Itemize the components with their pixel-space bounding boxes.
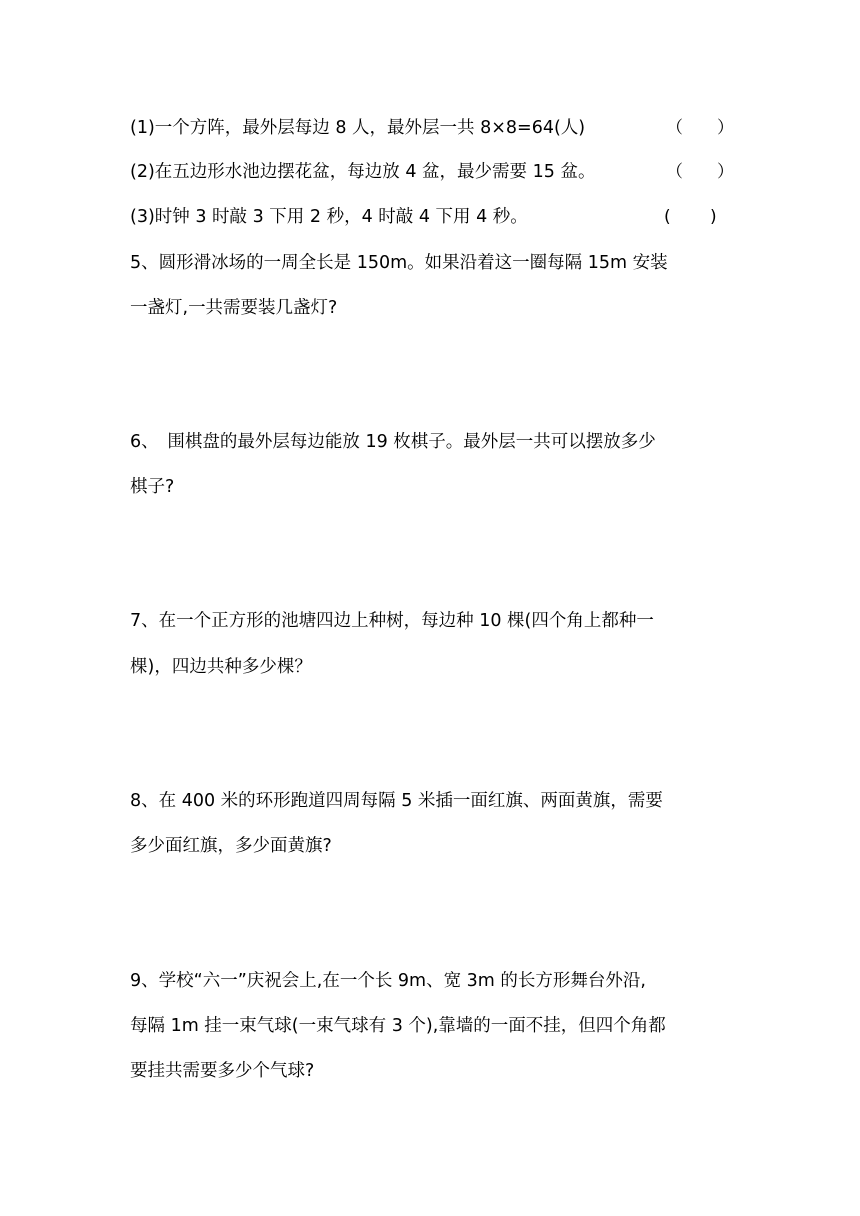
- problem-9-line-3: 要挂共需要多少个气球?: [130, 1061, 315, 1081]
- problem-5-line-2: 一盏灯,一共需要装几盏灯?: [130, 298, 338, 318]
- judgment-text-2: (2)在五边形水池边摆花盆，每边放 4 盆，最少需要 15 盆。: [130, 162, 596, 182]
- problem-7-line-1: 7、在一个正方形的池塘四边上种树，每边种 10 棵(四个角上都种一: [130, 611, 654, 631]
- problem-6: [130, 430, 730, 499]
- problem-8: [130, 789, 730, 858]
- answer-paren-1: （ ）: [666, 118, 734, 138]
- problem-8-line-2: 多少面红旗，多少面黄旗?: [130, 836, 332, 856]
- problem-5: [130, 251, 730, 320]
- problem-6-line-2: 棋子?: [130, 477, 175, 497]
- problem-7-line-2: 棵)，四边共种多少棵？: [130, 657, 312, 677]
- judgment-text-3: (3)时钟 3 时敲 3 下用 2 秒，4 时敲 4 下用 4 秒。: [130, 207, 528, 227]
- problem-5-line-1: 5、圆形滑冰场的一周全长是 150m。如果沿着这一圈每隔 15m 安装: [130, 253, 668, 273]
- problem-9-line-1: 9、学校“六一”庆祝会上,在一个长 9m、宽 3m 的长方形舞台外沿,: [130, 971, 646, 991]
- problem-6-line-1: 6、 围棋盘的最外层每边能放 19 枚棋子。最外层一共可以摆放多少: [130, 432, 656, 452]
- problem-7: [130, 609, 730, 679]
- problem-9-line-2: 每隔 1m 挂一束气球(一束气球有 3 个),靠墙的一面不挂，但四个角都: [130, 1016, 666, 1036]
- judgment-text-1: (1)一个方阵，最外层每边 8 人，最外层一共 8×8=64(人): [130, 118, 586, 138]
- answer-paren-3: ( ): [664, 207, 717, 227]
- problem-9: [130, 969, 730, 1083]
- problem-8-line-1: 8、在 400 米的环形跑道四周每隔 5 米插一面红旗、两面黄旗，需要: [130, 791, 663, 811]
- answer-paren-2: （ ）: [666, 162, 734, 182]
